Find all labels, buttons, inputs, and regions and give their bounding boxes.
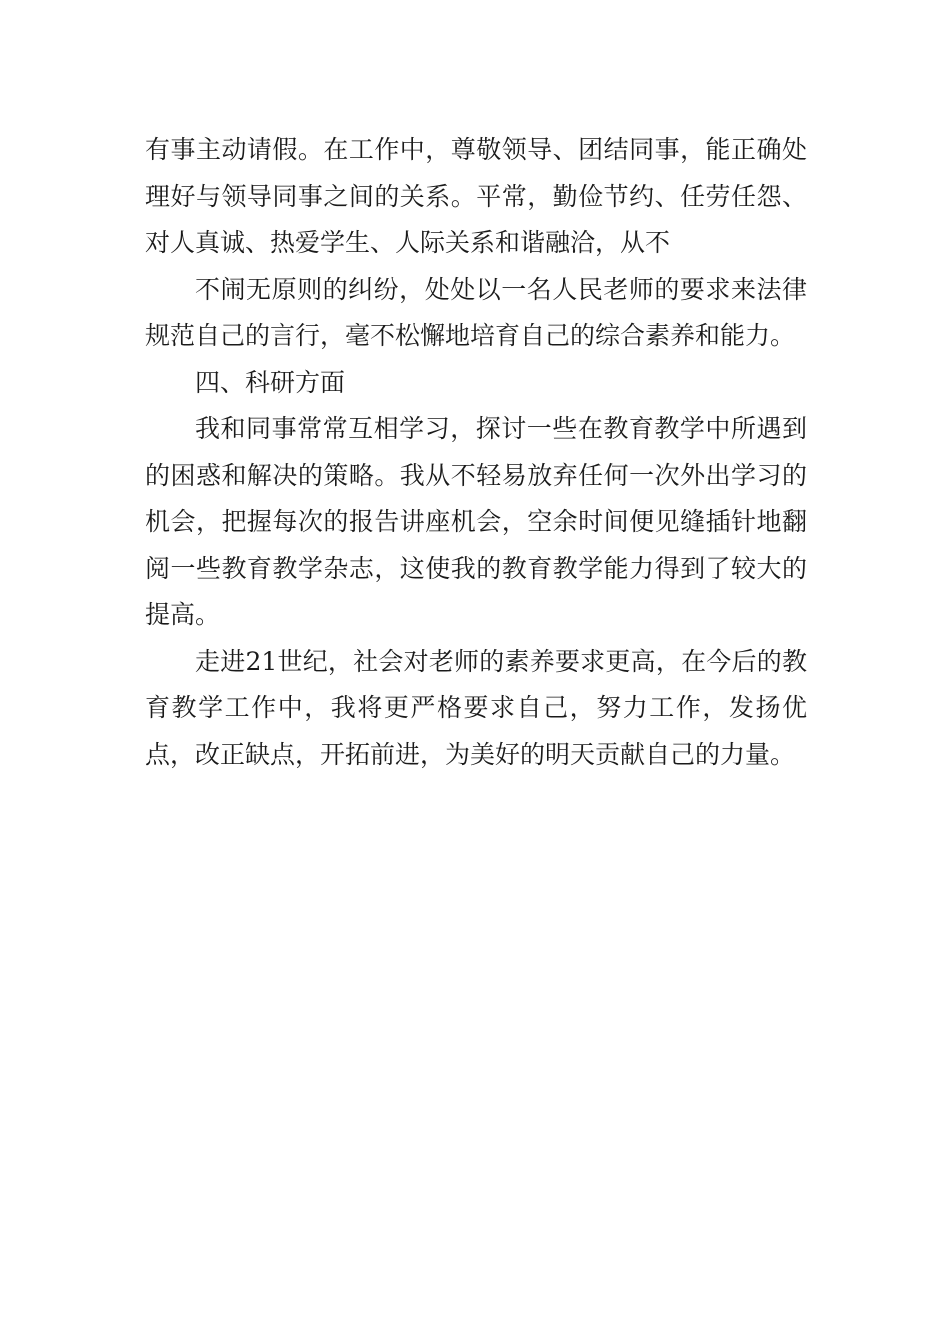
section-heading-research: 四、科研方面 <box>195 367 346 397</box>
paragraph-4: 走进21世纪，社会对老师的素养要求更高，在今后的教育教学工作中，我将更严格要求自己，努力工作，发扬优点，改正缺点，开拓前进，为美好的明天贡献自己的力量。 <box>145 646 807 769</box>
document-body <box>145 127 807 778</box>
paragraph-3: 我和同事常常互相学习，探讨一些在教育教学中所遇到的困惑和解决的策略。我从不轻易放弃任何一次外出学习的机会，把握每次的报告讲座机会，空余时间便见缝插针地翻阅一些教育教学杂志，这使我的教育教学能力得到了较大的提高。 <box>145 414 807 629</box>
paragraph-1: 有事主动请假。在工作中，尊敬领导、团结同事，能正确处理好与领导同事之间的关系。平常，勤俭节约、任劳任怨、对人真诚、热爱学生、人际关系和谐融洽，从不 <box>145 135 807 257</box>
paragraph-2: 不闹无原则的纠纷，处处以一名人民老师的要求来法律规范自己的言行，毫不松懈地培育自己的综合素养和能力。 <box>145 274 807 350</box>
